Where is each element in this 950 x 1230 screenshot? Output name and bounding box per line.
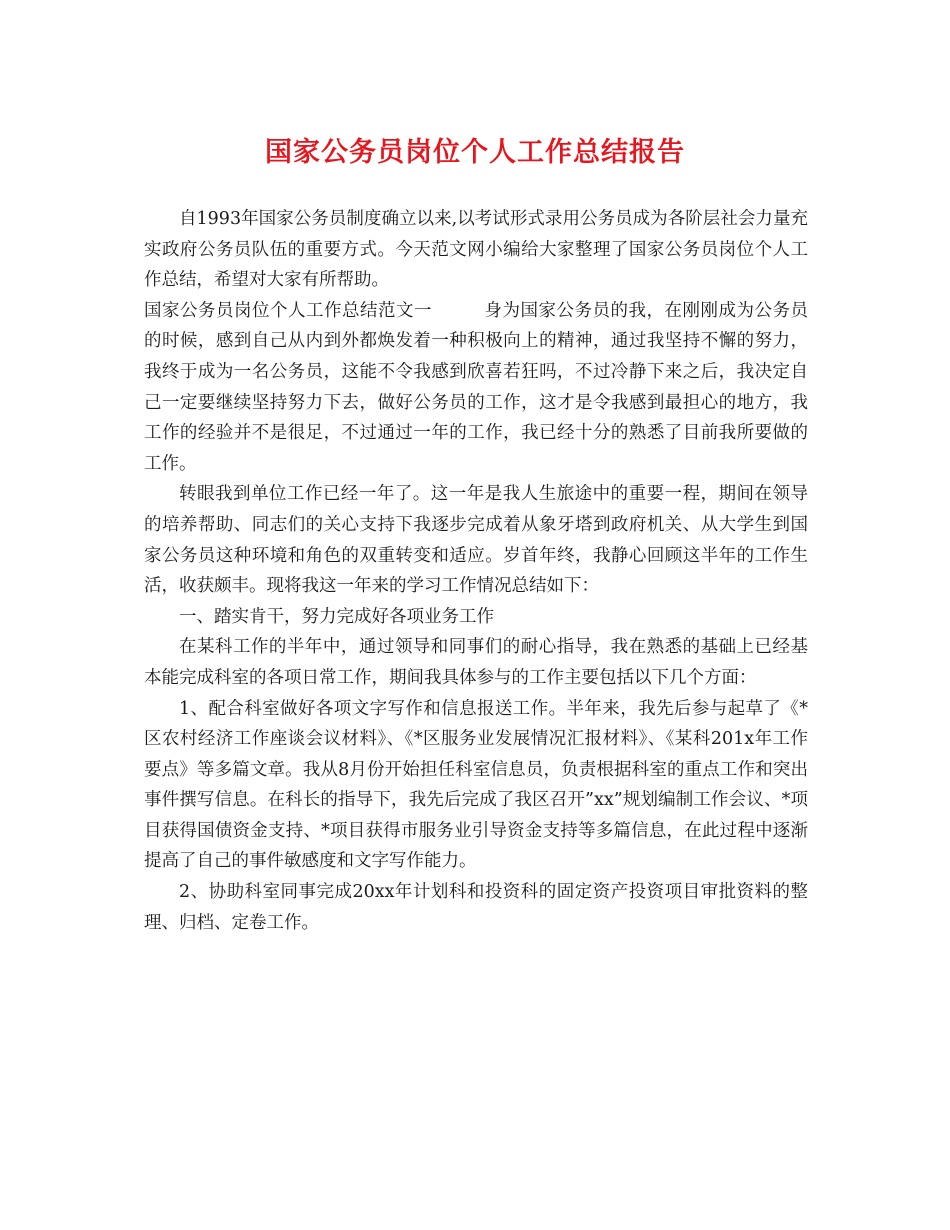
paragraph-item-one: 1、配合科室做好各项文字写作和信息报送工作。半年来，我先后参与起草了《*区农村经济工作座谈会议材料》、《*区服务业发展情况汇报材料》、《某科201x年工作要点》等多篇文章。我从8月份开始担任科室信息员，负责根据科室的重点工作和突出事件撰写信息。在科长的指导下，我先后完成了我区召开”xx”规划编制工作会议、*项目获得国债资金支持、*项目获得市服务业引导资金支持等多篇信息，在此过程中逐渐提高了自己的事件敏感度和文字写作能力。 [144, 698, 808, 872]
sample-one-text: 身为国家公务员的我，在刚刚成为公务员的时候，感到自己从内到外都焕发着一种积极向上的精神，通过我坚持不懈的努力，我终于成为一名公务员，这能不令我感到欣喜若狂吗，不过冷静下来之后，我决定自己一定要继续坚持努力下去，做好公务员的工作，这才是令我感到最担心的地方，我工作的经验并不是很足，不过通过一年的工作，我已经十分的熟悉了目前我所要做的工作。 [144, 300, 808, 474]
section-label: 国家公务员岗位个人工作总结范文一 [144, 300, 432, 321]
paragraph-item-two: 2、协助科室同事完成20xx年计划科和投资科的固定资产投资项目审批资料的整理、归档、定卷工作。 [144, 882, 808, 933]
paragraph-intro: 自1993年国家公务员制度确立以来,以考试形式录用公务员成为各阶层社会力量充实政府公务员队伍的重要方式。今天范文网小编给大家整理了国家公务员岗位个人工作总结，希望对大家有所帮助。 [144, 209, 808, 291]
section-heading-one: 一、踏实肯干，努力完成好各项业务工作 [179, 606, 494, 627]
paragraph-duties: 在某科工作的半年中，通过领导和同事们的耐心指导，我在熟悉的基础上已经基本能完成科室的各项日常工作，期间我具体参与的工作主要包括以下几个方面： [144, 637, 808, 688]
document-title: 国家公务员岗位个人工作总结报告 [265, 137, 685, 168]
paragraph-review: 转眼我到单位工作已经一年了。这一年是我人生旅途中的重要一程，期间在领导的培养帮助、同志们的关心支持下我逐步完成着从象牙塔到政府机关、从大学生到国家公务员这种环境和角色的双重转变和适应。岁首年终，我静心回顾这半年的工作生活，收获颇丰。现将我这一年来的学习工作情况总结如下： [144, 484, 808, 597]
document-body [144, 204, 808, 938]
paragraph-sample-one [144, 296, 808, 480]
